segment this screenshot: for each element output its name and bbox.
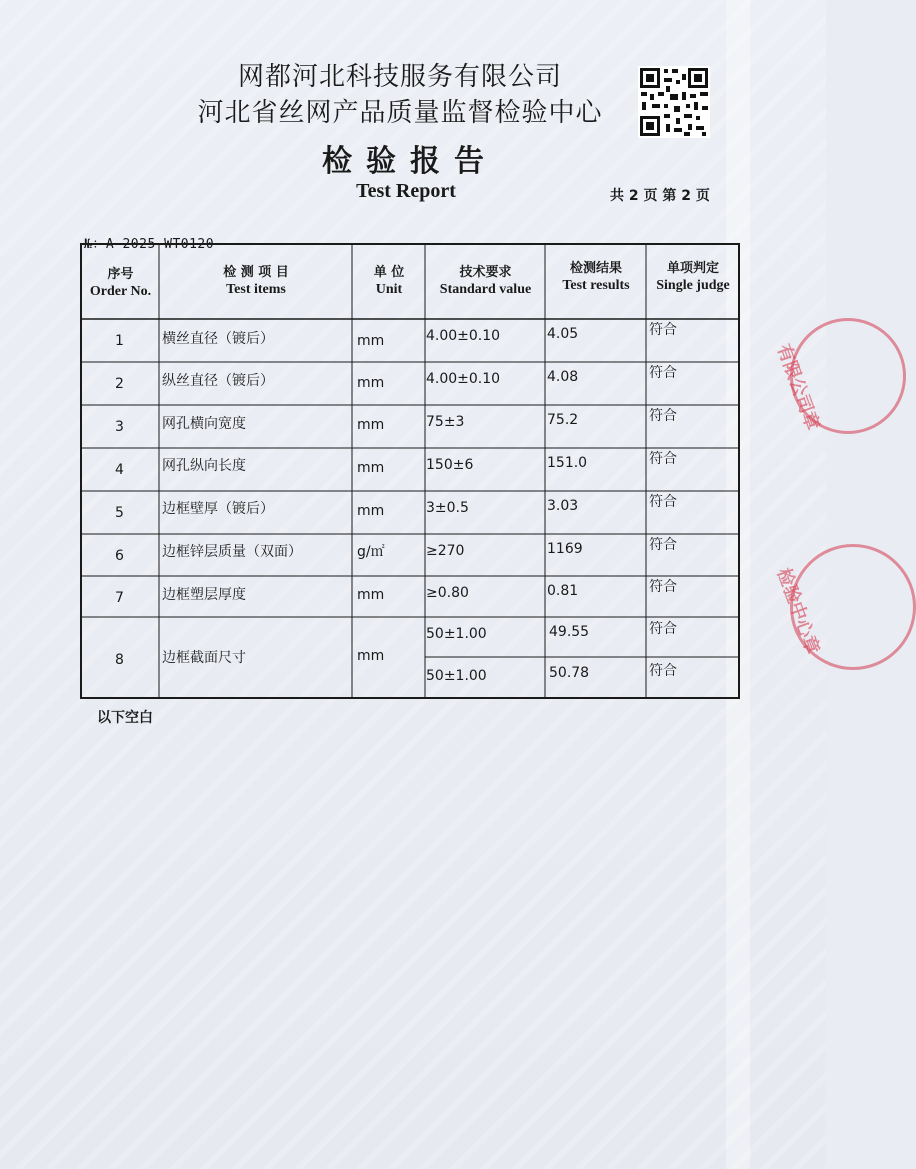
row-7-result: 0.81: [547, 583, 579, 599]
row-1-result: 4.05: [547, 326, 579, 342]
row-2-order-no: 2: [115, 376, 124, 392]
results-table: [80, 243, 740, 699]
row-8-order-no: 8: [115, 652, 124, 668]
end-of-report-note: 以下空白: [97, 710, 153, 726]
row-3-judge: 符合: [649, 408, 677, 424]
row-6-order-no: 6: [115, 548, 124, 564]
row-3-standard: 75±3: [426, 414, 465, 430]
page-count: 共 2 页 第 2 页: [610, 188, 710, 204]
row-6-unit: g/㎡: [357, 544, 385, 560]
header-test-results-cn: 检测结果: [569, 261, 622, 276]
row-2-result: 4.08: [547, 369, 579, 385]
row-8b-judge: 符合: [649, 663, 677, 679]
row-1-order-no: 1: [115, 333, 124, 349]
row-4-test-item: 网孔纵向长度: [162, 458, 246, 474]
row-8a-standard: 50±1.00: [426, 626, 487, 642]
lower-seal-text: 检验中心章: [772, 565, 824, 658]
row-4-unit: mm: [357, 460, 385, 476]
row-7-test-item: 边框塑层厚度: [162, 587, 246, 603]
row-1-judge: 符合: [649, 322, 677, 338]
header-test-items-cn: 检 测 项 目: [223, 265, 289, 280]
official-seal-icon: [772, 530, 826, 680]
header-single-judge-en: Single judge: [656, 278, 730, 294]
header-standard-value-en: Standard value: [439, 282, 532, 298]
qr-code-icon: [638, 66, 710, 138]
row-7-unit: mm: [357, 587, 385, 603]
header-test-items: [160, 265, 352, 299]
row-2-standard: 4.00±0.10: [426, 371, 501, 387]
row-6-test-item: 边框锌层质量（双面）: [162, 544, 302, 560]
row-3-test-item: 网孔横向宽度: [162, 416, 246, 432]
row-2-test-item: 纵丝直径（镀后）: [162, 373, 274, 389]
row-3-unit: mm: [357, 417, 385, 433]
row-5-order-no: 5: [115, 505, 124, 521]
row-8b-result: 50.78: [549, 665, 590, 681]
header-order-no-en: Order No.: [89, 284, 152, 300]
row-4-standard: 150±6: [426, 457, 474, 473]
row-5-judge: 符合: [649, 494, 677, 510]
row-3-order-no: 3: [115, 419, 124, 435]
row-5-standard: 3±0.5: [426, 500, 469, 516]
row-8a-result: 49.55: [549, 624, 590, 640]
header-order-no-cn: 序号: [107, 267, 134, 282]
header-single-judge: [647, 261, 739, 295]
row-4-judge: 符合: [649, 451, 677, 467]
official-seal-icon: [772, 300, 826, 440]
row-1-standard: 4.00±0.10: [426, 328, 501, 344]
row-1-unit: mm: [357, 333, 385, 349]
header-standard-value-cn: 技术要求: [459, 265, 512, 280]
header-single-judge-cn: 单项判定: [666, 261, 719, 276]
company-name: 网都河北科技服务有限公司: [237, 62, 562, 92]
row-2-judge: 符合: [649, 365, 677, 381]
row-6-judge: 符合: [649, 537, 677, 553]
report-number: №：A-2025-WT0120: [84, 237, 215, 252]
row-8b-standard: 50±1.00: [426, 668, 487, 684]
header-test-items-en: Test items: [226, 282, 286, 298]
row-2-unit: mm: [357, 375, 385, 391]
header-unit-en: Unit: [375, 282, 403, 298]
header-standard-value: [426, 265, 545, 299]
header-unit-cn: 单 位: [373, 265, 405, 280]
row-8a-judge: 符合: [649, 621, 677, 637]
row-5-test-item: 边框壁厚（镀后）: [162, 501, 274, 517]
header-order-no: [82, 267, 159, 301]
header-unit: [353, 265, 425, 299]
header-test-results-en: Test results: [562, 278, 630, 294]
row-7-judge: 符合: [649, 579, 677, 595]
row-6-standard: ≥270: [426, 543, 465, 559]
row-4-order-no: 4: [115, 462, 124, 478]
row-6-result: 1169: [547, 541, 583, 557]
row-7-standard: ≥0.80: [426, 585, 469, 601]
row-1-test-item: 横丝直径（镀后）: [162, 331, 274, 347]
report-title-en: Test Report: [356, 180, 456, 202]
row-5-result: 3.03: [547, 498, 579, 514]
upper-seal-text: 有限公司章: [772, 341, 824, 434]
row-8-unit: mm: [357, 648, 385, 664]
row-3-result: 75.2: [547, 412, 579, 428]
inspection-center-name: 河北省丝网产品质量监督检验中心: [197, 98, 603, 128]
row-5-unit: mm: [357, 503, 385, 519]
row-8-test-item: 边框截面尺寸: [162, 650, 246, 666]
report-title-cn: 检验报告: [322, 144, 498, 179]
header-test-results: [546, 261, 646, 295]
row-4-result: 151.0: [547, 455, 588, 471]
row-7-order-no: 7: [115, 590, 124, 606]
